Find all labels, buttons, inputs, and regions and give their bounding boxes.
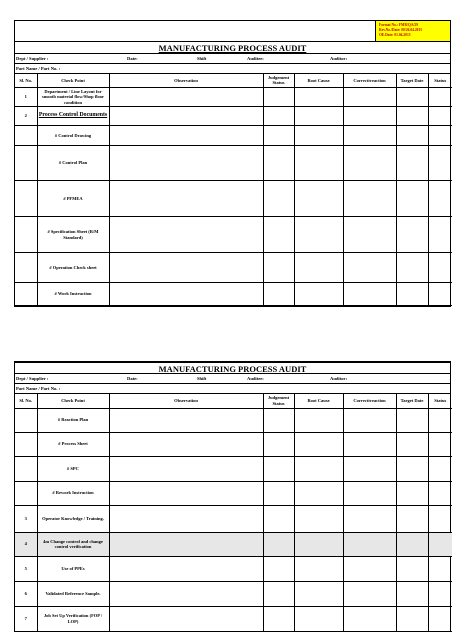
target-date-cell[interactable] [396,253,428,283]
root-cause-cell[interactable] [294,146,343,181]
table-row [15,126,452,146]
target-date-cell[interactable] [396,126,428,146]
corrective-action-cell[interactable] [343,481,396,505]
target-date-cell[interactable] [396,505,428,532]
root-cause-cell[interactable] [294,217,343,253]
status-cell[interactable] [428,88,452,107]
observation-cell[interactable] [109,146,263,181]
observation-cell[interactable] [109,532,263,556]
root-cause-cell[interactable] [294,581,343,606]
target-date-cell[interactable] [396,88,428,107]
check-point-cell: # Reaction Plan [37,408,109,432]
root-cause-cell[interactable] [294,606,343,631]
observation-cell[interactable] [109,181,263,217]
sl-no-cell [15,126,37,146]
corrective-action-cell[interactable] [343,126,396,146]
judgement-cell[interactable] [263,88,294,107]
target-date-cell[interactable] [396,456,428,481]
sl-no-cell: 1 [15,88,37,107]
observation-cell[interactable] [109,217,263,253]
audit-sheet-1 [14,20,451,307]
col-sl-no: Sl. No. [15,394,37,408]
sl-no-cell [15,408,37,432]
target-date-cell[interactable] [396,581,428,606]
root-cause-cell[interactable] [294,253,343,283]
table-row [15,556,452,581]
oe-date: OE.Date: 01.04.2015 [379,33,411,38]
dept-supplier-label: Dept / Supplier : [16,55,49,61]
format-no: Format No.: FMR/QA/29 [379,23,419,27]
info-row-dept-2 [15,374,450,384]
root-cause-cell[interactable] [294,283,343,306]
table-row [15,408,452,432]
sl-no-cell: 3 [15,505,37,532]
col-target-date: Target Date [396,394,428,408]
observation-cell[interactable] [109,556,263,581]
observation-cell[interactable] [109,581,263,606]
status-cell[interactable] [428,606,452,631]
target-date-cell[interactable] [396,217,428,253]
table-row [15,107,452,126]
corrective-action-cell[interactable] [343,432,396,456]
audit-table-1 [15,74,452,307]
target-date-cell[interactable] [396,556,428,581]
corrective-action-cell[interactable] [343,505,396,532]
sl-no-cell [15,217,37,253]
observation-cell[interactable] [109,408,263,432]
table-row [15,606,452,631]
part-name-label: Part Name / Part No. : [16,386,61,391]
corrective-action-cell[interactable] [343,88,396,107]
judgement-cell[interactable] [263,456,294,481]
target-date-cell[interactable] [396,532,428,556]
column-header-row [15,394,452,408]
check-point-cell: Validated Reference Sample. [37,581,109,606]
dept-supplier-label: Dept / Supplier : [16,376,49,381]
target-date-cell[interactable] [396,606,428,631]
auditee-label: Auditee: [247,376,264,381]
judgement-cell[interactable] [263,126,294,146]
check-point-cell: # PFMEA [37,181,109,217]
judgement-cell[interactable] [263,107,294,126]
status-cell[interactable] [428,181,452,217]
sl-no-cell [15,432,37,456]
check-point-cell: # Specification Sheet (R/M Standard) [37,217,109,253]
root-cause-cell[interactable] [294,456,343,481]
judgement-cell[interactable] [263,505,294,532]
check-point-cell: # SPC [37,456,109,481]
table-row [15,432,452,456]
column-header-row [15,74,452,88]
shift-label: Shift [197,55,207,61]
corrective-action-cell[interactable] [343,107,396,126]
part-name-label: Part Name / Part No. : [16,65,61,71]
observation-cell[interactable] [109,481,263,505]
audit-table-2 [15,394,452,632]
target-date-cell[interactable] [396,481,428,505]
sl-no-cell: 4 [15,532,37,556]
col-corrective-action: Correctiveaction [343,74,396,88]
col-judgement-status: Judgement Status [263,74,294,88]
corrective-action-cell[interactable] [343,532,396,556]
status-cell[interactable] [428,146,452,181]
judgement-cell[interactable] [263,432,294,456]
status-cell[interactable] [428,432,452,456]
status-cell[interactable] [428,456,452,481]
corrective-action-cell[interactable] [343,456,396,481]
observation-cell[interactable] [109,107,263,126]
judgement-cell[interactable] [263,217,294,253]
target-date-cell[interactable] [396,408,428,432]
check-point-cell: # Process Sheet [37,432,109,456]
check-point-cell: Process Control Documents [37,107,109,126]
check-point-cell: Use of PPEs [37,556,109,581]
judgement-cell[interactable] [263,146,294,181]
col-root-cause: Root Cause [294,394,343,408]
shift-label: Shift [197,376,207,381]
check-point-cell: # Rework Instruction [37,481,109,505]
sl-no-cell: 5 [15,556,37,581]
root-cause-cell[interactable] [294,126,343,146]
table-row [15,146,452,181]
corrective-action-cell[interactable] [343,217,396,253]
judgement-cell[interactable] [263,556,294,581]
target-date-cell[interactable] [396,432,428,456]
root-cause-cell[interactable] [294,505,343,532]
judgement-cell[interactable] [263,253,294,283]
corrective-action-cell[interactable] [343,253,396,283]
corrective-action-cell[interactable] [343,181,396,217]
corrective-action-cell[interactable] [343,556,396,581]
auditor-label: Auditor: [330,376,348,381]
table-row [15,505,452,532]
page-title: MANUFACTURING PROCESS AUDIT [15,42,450,54]
judgement-cell[interactable] [263,606,294,631]
judgement-cell[interactable] [263,481,294,505]
observation-cell[interactable] [109,606,263,631]
info-row-part [15,64,450,74]
judgement-cell[interactable] [263,283,294,306]
judgement-cell[interactable] [263,181,294,217]
sl-no-cell [15,283,37,306]
status-cell[interactable] [428,126,452,146]
table-row [15,481,452,505]
corrective-action-cell[interactable] [343,606,396,631]
col-check-point: Check Point [37,74,109,88]
observation-cell[interactable] [109,88,263,107]
observation-cell[interactable] [109,126,263,146]
judgement-cell[interactable] [263,408,294,432]
format-info-box [375,21,450,41]
check-point-cell: # Control Plan [37,146,109,181]
judgement-cell[interactable] [263,532,294,556]
observation-cell[interactable] [109,432,263,456]
col-root-cause: Root Cause [294,74,343,88]
table-row [15,532,452,556]
observation-cell[interactable] [109,283,263,306]
status-cell[interactable] [428,556,452,581]
date-label: Date: [127,55,138,61]
col-judgement-status: Judgement Status [263,394,294,408]
page-title-2: MANUFACTURING PROCESS AUDIT [15,362,450,374]
target-date-cell[interactable] [396,107,428,126]
root-cause-cell[interactable] [294,88,343,107]
check-point-cell: # Operation Check sheet [37,253,109,283]
target-date-cell[interactable] [396,146,428,181]
col-observation: Observation [109,394,263,408]
sl-no-cell [15,253,37,283]
auditor-label: Auditor: [330,55,348,61]
table-row [15,88,452,107]
status-cell[interactable] [428,532,452,556]
root-cause-cell[interactable] [294,181,343,217]
status-cell[interactable] [428,217,452,253]
rev-no: Rev.No./Date: 00/26.04.2015 [379,28,423,33]
corrective-action-cell[interactable] [343,581,396,606]
corrective-action-cell[interactable] [343,146,396,181]
root-cause-cell[interactable] [294,481,343,505]
corrective-action-cell[interactable] [343,408,396,432]
status-cell[interactable] [428,253,452,283]
status-cell[interactable] [428,505,452,532]
col-target-date: Target Date [396,74,428,88]
header-row [15,21,450,42]
sl-no-cell [15,181,37,217]
table-row [15,456,452,481]
target-date-cell[interactable] [396,181,428,217]
status-cell[interactable] [428,408,452,432]
check-point-cell: # Work Instruction [37,283,109,306]
sl-no-cell: 7 [15,606,37,631]
col-check-point: Check Point [37,394,109,408]
check-point-cell: 4m Change control and change control verification [37,532,109,556]
col-corrective-action: Correctiveaction [343,394,396,408]
observation-cell[interactable] [109,253,263,283]
info-row-part-2 [15,384,450,394]
info-row-dept [15,54,450,64]
sl-no-cell [15,456,37,481]
table-row [15,283,452,306]
check-point-cell: # Control Drawing [37,126,109,146]
sl-no-cell: 2 [15,107,37,126]
col-status: Status [428,394,452,408]
header-spacer [15,21,375,41]
sl-no-cell: 6 [15,581,37,606]
status-cell[interactable] [428,107,452,126]
root-cause-cell[interactable] [294,107,343,126]
check-point-cell: Operator Knowledge / Training. [37,505,109,532]
observation-cell[interactable] [109,505,263,532]
table-row [15,253,452,283]
root-cause-cell[interactable] [294,408,343,432]
root-cause-cell[interactable] [294,532,343,556]
corrective-action-cell[interactable] [343,283,396,306]
col-status: Status [428,74,452,88]
date-label: Date: [127,376,138,381]
check-point-cell: Job Set Up Verification (FOP / LOP) [37,606,109,631]
check-point-cell: Department / Line Layout for smooth material flow/Shop floor condition [37,88,109,107]
root-cause-cell[interactable] [294,556,343,581]
status-cell[interactable] [428,481,452,505]
table-row [15,181,452,217]
auditee-label: Auditee: [247,55,264,61]
observation-cell[interactable] [109,456,263,481]
judgement-cell[interactable] [263,581,294,606]
status-cell[interactable] [428,581,452,606]
status-cell[interactable] [428,283,452,306]
sl-no-cell [15,146,37,181]
target-date-cell[interactable] [396,283,428,306]
table-row [15,217,452,253]
table-row [15,581,452,606]
audit-sheet-2 [14,361,451,632]
sl-no-cell [15,481,37,505]
root-cause-cell[interactable] [294,432,343,456]
col-sl-no: Sl. No. [15,74,37,88]
col-observation: Observation [109,74,263,88]
